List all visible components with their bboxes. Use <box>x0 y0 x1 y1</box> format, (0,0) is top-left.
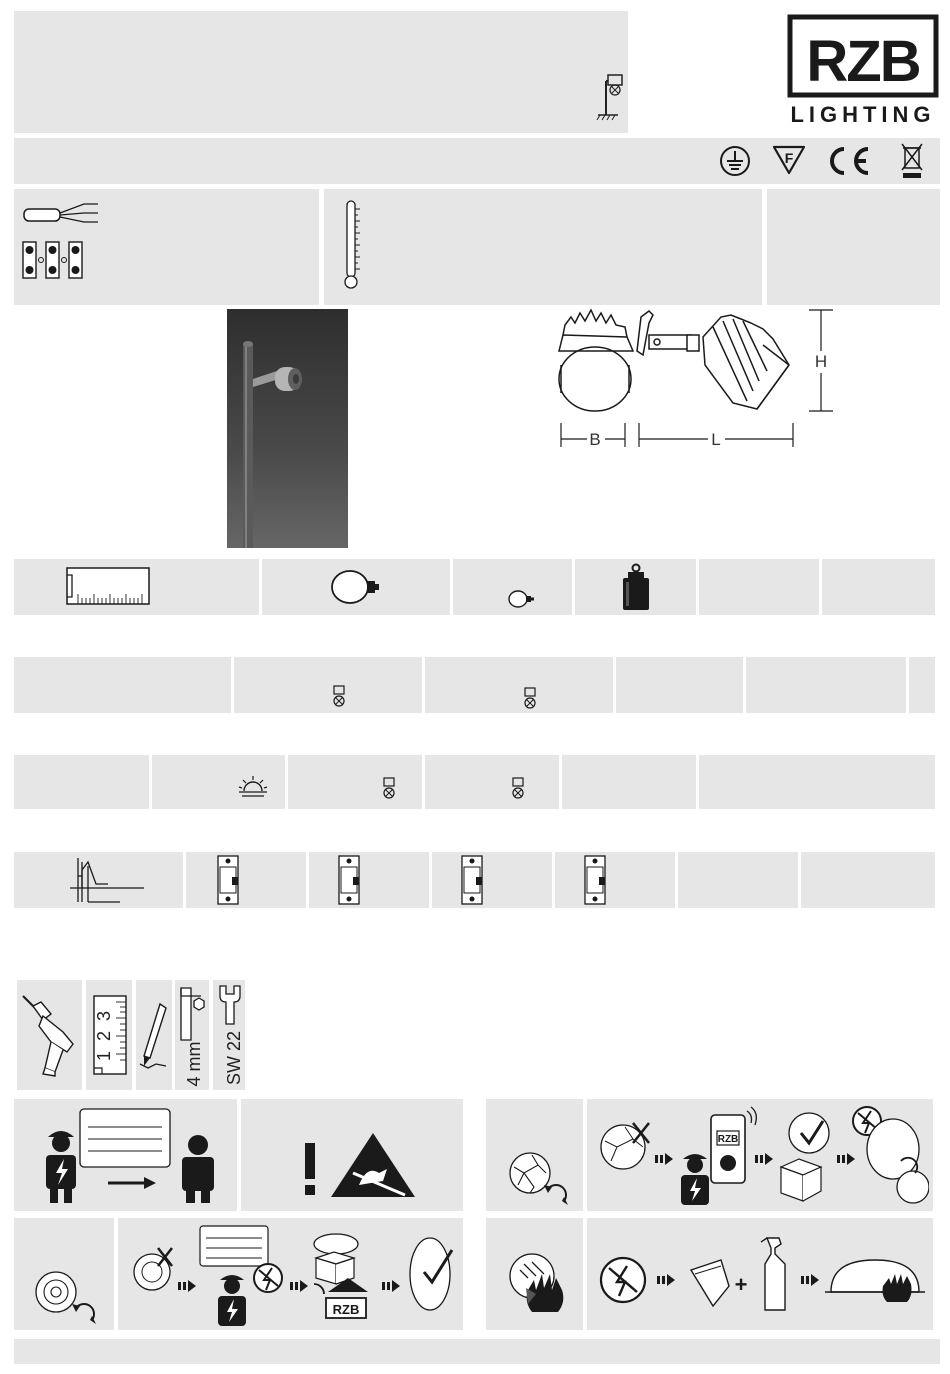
led-replacement-steps-illustration <box>128 1222 458 1328</box>
tool-pencil <box>136 980 172 1090</box>
cleaning-hand-icon <box>506 1250 568 1318</box>
spec2-cell-1 <box>14 657 231 713</box>
sunrise-icon <box>238 775 268 799</box>
light-bulb-icon <box>330 569 382 605</box>
spec3-cell-2 <box>152 755 285 809</box>
led-replacement-panel <box>14 1218 114 1330</box>
cleaning-steps-panel <box>587 1218 933 1330</box>
terminal-block-icon <box>22 239 84 281</box>
cracked-lens-rotate-icon <box>504 1151 576 1207</box>
breaker-cell-4 <box>555 852 675 908</box>
house-logo-text: RZB <box>332 1302 360 1317</box>
f-mark-icon <box>771 144 807 176</box>
lens-replacement-steps-illustration <box>595 1103 929 1207</box>
lamp-symbol-icon <box>382 777 396 801</box>
product-photo <box>227 309 348 548</box>
spec3-cell-5 <box>562 755 696 809</box>
phone-logo-text: RZB <box>717 1134 739 1145</box>
tool-hex-key <box>175 980 209 1090</box>
width-label: B <box>589 430 601 449</box>
breaker-cell-3 <box>432 852 552 908</box>
spec2-cell-6 <box>909 657 935 713</box>
lamp-symbol-icon <box>332 685 346 709</box>
inrush-graph-icon <box>68 856 146 904</box>
connection-panel <box>14 189 319 305</box>
tool-ruler <box>86 980 132 1090</box>
spec-cell-small-lamp <box>453 559 572 615</box>
breaker-cell-6 <box>801 852 935 908</box>
ce-mark-icon <box>822 144 874 178</box>
tool-wrench <box>213 980 245 1090</box>
spec3-cell-1 <box>14 755 149 809</box>
logo-tagline: LIGHTING <box>790 102 936 126</box>
wrench-icon <box>214 984 244 1088</box>
spec3-cell-4 <box>425 755 559 809</box>
logo-text: RZB <box>806 29 920 94</box>
svg-text:+: + <box>734 1272 748 1297</box>
weee-bin-icon <box>900 142 924 180</box>
ruler-mark-2: 2 <box>94 1030 114 1042</box>
electrician-handover-illustration <box>38 1107 228 1207</box>
spec-cell-dimensions <box>14 559 259 615</box>
spec3-cell-6 <box>699 755 935 809</box>
breaker-cell-5 <box>678 852 798 908</box>
inrush-current-cell <box>14 852 183 908</box>
ruler-icon <box>66 567 150 605</box>
spec-cell-6 <box>699 559 819 615</box>
circuit-breaker-icon <box>337 855 361 905</box>
esd-warning-panel <box>241 1099 463 1211</box>
led-module-rotate-icon <box>30 1270 110 1326</box>
ruler-mark-3: 3 <box>94 1010 114 1022</box>
spec-cell-lamp <box>262 559 450 615</box>
rzb-logo <box>787 14 939 126</box>
breaker-cell-2 <box>309 852 429 908</box>
circuit-breaker-icon <box>460 855 484 905</box>
blank-info-panel <box>767 189 940 305</box>
lamp-symbol-icon <box>511 777 525 801</box>
spec2-cell-5 <box>746 657 906 713</box>
weight-icon <box>621 563 651 611</box>
lens-replacement-panel <box>486 1099 583 1211</box>
small-bulb-icon <box>507 589 537 609</box>
ruler-mark-1: 1 <box>94 1050 114 1062</box>
spec2-cell-2 <box>234 657 422 713</box>
qualified-electrician-panel <box>14 1099 237 1211</box>
spec2-cell-3 <box>425 657 613 713</box>
spec-cell-weight <box>575 559 696 615</box>
wrench-size: SW 22 <box>224 1030 244 1086</box>
dimension-drawing <box>553 305 843 455</box>
cable-icon <box>22 199 102 229</box>
height-label: H <box>814 352 828 371</box>
ruler-vertical-icon <box>92 994 128 1076</box>
breaker-cell-1 <box>186 852 306 908</box>
cleaning-panel <box>486 1218 583 1330</box>
footer-bar <box>14 1339 940 1364</box>
temperature-panel <box>324 189 762 305</box>
cleaning-steps-illustration <box>595 1230 929 1322</box>
lens-replacement-steps-panel <box>587 1099 933 1211</box>
spec2-cell-4 <box>616 657 743 713</box>
pencil-icon <box>138 1002 170 1072</box>
circuit-breaker-icon <box>583 855 607 905</box>
led-replacement-steps-panel <box>118 1218 463 1330</box>
header-panel <box>14 11 628 133</box>
circuit-breaker-icon <box>216 855 240 905</box>
lamp-symbol-icon <box>523 687 537 711</box>
svg-text:F: F <box>784 150 794 166</box>
thermometer-icon <box>340 199 362 291</box>
length-label: L <box>711 430 721 449</box>
spec-cell-7 <box>822 559 935 615</box>
esd-warning-icon <box>297 1129 427 1201</box>
tool-drill <box>17 980 82 1090</box>
drill-icon <box>21 994 79 1078</box>
spec3-cell-3 <box>288 755 422 809</box>
protective-earth-icon <box>718 144 752 178</box>
pole-mount-icon <box>596 73 626 125</box>
certification-bar <box>14 138 940 184</box>
hex-key-icon <box>177 984 207 1088</box>
hex-key-size: 4 mm <box>184 1041 204 1087</box>
